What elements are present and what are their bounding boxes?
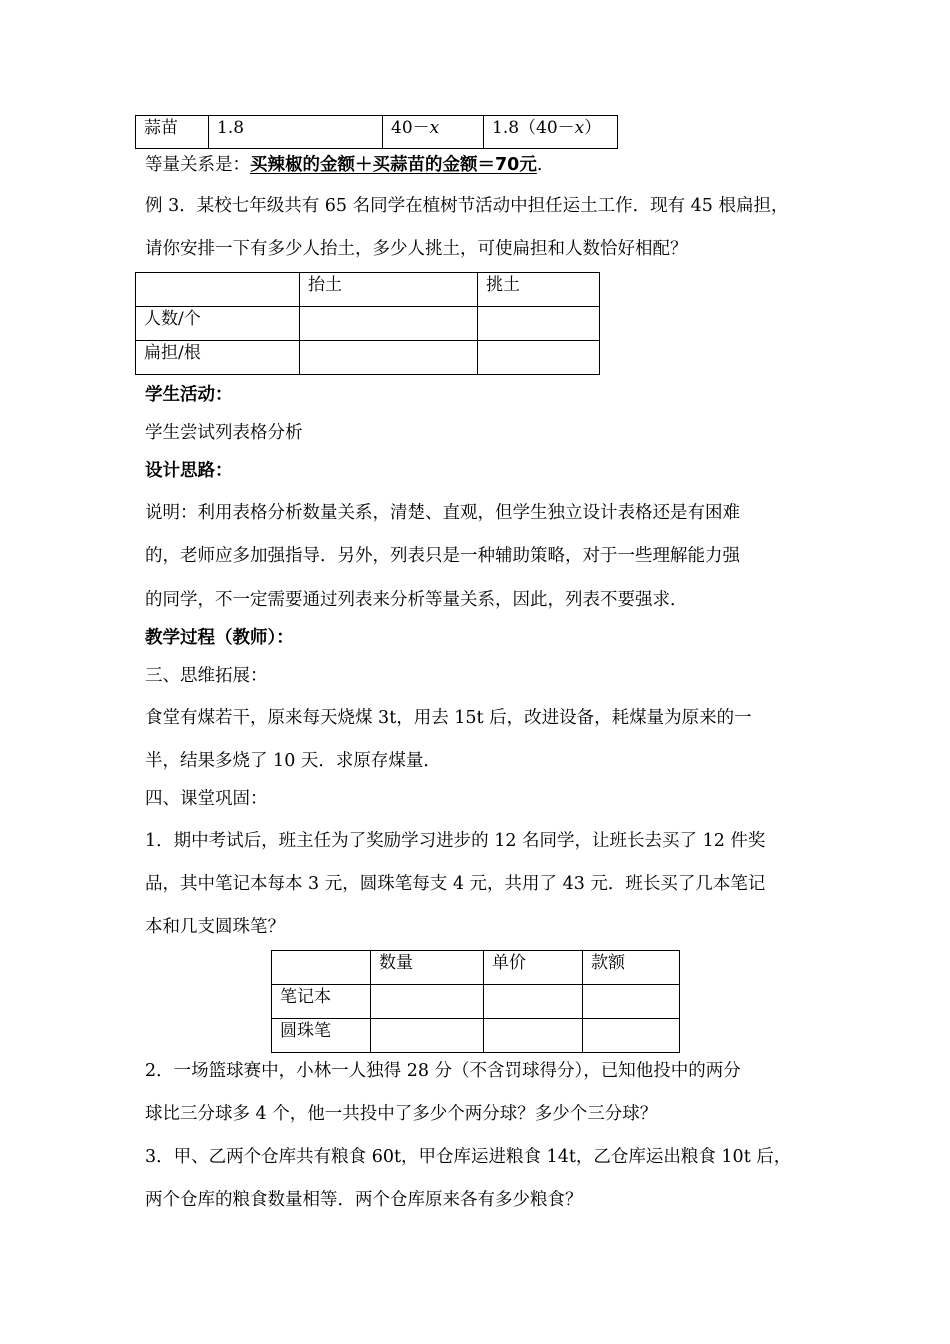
garlic-table (135, 115, 618, 149)
table-cell (300, 341, 478, 375)
table-cell: 圆珠笔 (272, 1019, 371, 1053)
thinking-problem-line2: 半，结果多烧了 10 天．求原存煤量． (145, 751, 441, 771)
example3-line2: 请你安排一下有多少人抬土，多少人挑土，可使扁担和人数恰好相配？ (145, 239, 688, 259)
table-row (136, 116, 618, 149)
table-header-cell (136, 273, 300, 307)
table-cell (478, 307, 600, 341)
table-cell (484, 985, 583, 1019)
table-cell (300, 307, 478, 341)
teaching-heading: 教学过程（教师）： (145, 628, 294, 648)
equal-relation-prefix: 等量关系是： (145, 155, 250, 175)
design-heading: 设计思路： (145, 461, 233, 481)
garlic-amount-var: x (574, 118, 585, 138)
section-3-heading: 三、思维拓展： (145, 666, 268, 686)
table-header-cell: 数量 (371, 951, 484, 985)
design-line1: 说明：利用表格分析数量关系，清楚、直观，但学生独立设计表格还是有困难 (145, 503, 740, 523)
table-header-cell: 挑土 (478, 273, 600, 307)
equal-relation-emphasis: 买辣椒的金额＋买蒜苗的金额＝70元 (250, 155, 537, 175)
table-row (272, 951, 680, 985)
table-row (272, 985, 680, 1019)
table-header-cell: 款额 (583, 951, 680, 985)
section-4-heading: 四、课堂巩固： (145, 789, 268, 809)
design-line2: 的，老师应多加强指导．另外，列表只是一种辅助策略，对于一些理解能力强 (145, 546, 740, 566)
table-cell: 扁担/根 (136, 341, 300, 375)
garlic-amount-cell (484, 116, 618, 149)
q1-line3: 本和几支圆珠笔？ (145, 917, 285, 937)
garlic-qty-cell (383, 116, 484, 149)
table-cell (583, 985, 680, 1019)
thinking-problem-line1: 食堂有煤若干，原来每天烧煤 3t，用去 15t 后，改进设备，耗煤量为原来的一 (145, 708, 752, 728)
example3-line1: 例 3．某校七年级共有 65 名同学在植树节活动中担任运土工作．现有 45 根扁担， (145, 196, 789, 216)
q2-line1: 2．一场篮球赛中，小林一人独得 28 分（不含罚球得分），已知他投中的两分 (145, 1061, 741, 1081)
equal-relation (145, 153, 542, 177)
table-cell: 笔记本 (272, 985, 371, 1019)
table-cell (478, 341, 600, 375)
garlic-amount-prefix: 1.8（40－ (492, 118, 575, 138)
student-activity-text: 学生尝试列表格分析 (145, 423, 303, 443)
garlic-label-cell: 蒜苗 (136, 116, 209, 149)
soil-table (135, 272, 600, 375)
prize-table (271, 950, 680, 1053)
q3-line1: 3．甲、乙两个仓库共有粮食 60t，甲仓库运进粮食 14t，乙仓库运出粮食 10t 后， (145, 1147, 792, 1167)
table-header-cell: 单价 (484, 951, 583, 985)
table-header-cell: 抬土 (300, 273, 478, 307)
table-cell (484, 1019, 583, 1053)
q3-line2: 两个仓库的粮食数量相等．两个仓库原来各有多少粮食？ (145, 1190, 583, 1210)
garlic-amount-suffix: ） (584, 118, 602, 138)
q2-line2: 球比三分球多 4 个，他一共投中了多少个两分球？多少个三分球？ (145, 1104, 658, 1124)
table-cell: 人数/个 (136, 307, 300, 341)
garlic-qty-prefix: 40－ (391, 118, 430, 138)
table-cell (371, 985, 484, 1019)
q1-line1: 1．期中考试后，班主任为了奖励学习进步的 12 名同学，让班长去买了 12 件奖 (145, 831, 766, 851)
table-row (136, 341, 600, 375)
table-cell (371, 1019, 484, 1053)
equal-relation-suffix: . (536, 155, 543, 175)
student-activity-heading: 学生活动： (145, 385, 233, 405)
garlic-qty-var: x (429, 118, 440, 138)
table-header-cell (272, 951, 371, 985)
table-row (272, 1019, 680, 1053)
table-cell (583, 1019, 680, 1053)
design-line3: 的同学，不一定需要通过列表来分析等量关系，因此，列表不要强求． (145, 590, 688, 610)
table-row (136, 307, 600, 341)
table-row (136, 273, 600, 307)
garlic-price-cell: 1.8 (209, 116, 383, 149)
q1-line2: 品，其中笔记本每本 3 元，圆珠笔每支 4 元，共用了 43 元．班长买了几本笔记 (145, 874, 766, 894)
